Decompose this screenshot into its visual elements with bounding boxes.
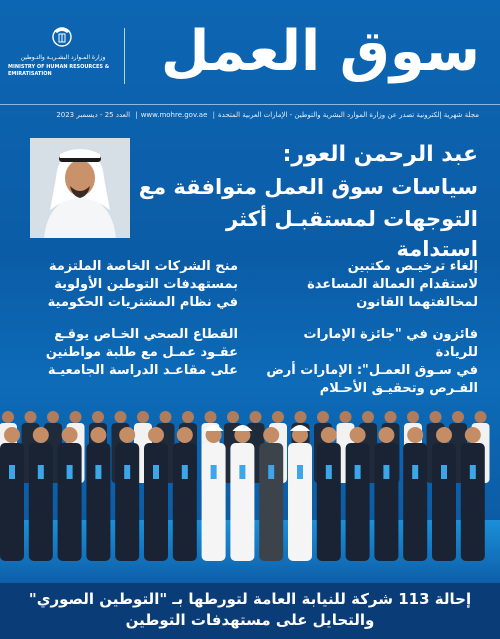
story-line: القطاع الصحي الخـاص يوقـع [54, 327, 238, 342]
portrait-image [30, 138, 130, 238]
bottom-headline [0, 589, 500, 631]
info-strip [0, 104, 500, 127]
story-left-1[interactable] [18, 258, 238, 312]
main-headline [138, 140, 478, 264]
bottom-line-1: إحالة 113 شركة للنيابة العامة لتورطها بـ "التوطين الصوري" [28, 590, 472, 608]
header-divider [124, 28, 125, 84]
story-line: فائزون في "جائزة الإمارات للريادة [303, 327, 478, 360]
magazine-description: مجلة شهرية إلكترونية تصدر عن وزارة الموارد البشرية والتوطين - الإمارات العربية المتحدة [217, 111, 479, 119]
ministry-name-english: MINISTRY OF HUMAN RESOURCES & EMIRATISATION [8, 64, 110, 77]
story-line: في سـوق العمـل": الإمارات أرض [266, 363, 478, 378]
story-line: بمستهدفات التوطين الأولوية [54, 277, 238, 292]
issue-number: العدد 25 - ديسمبر 2023 [56, 111, 131, 119]
magazine-website[interactable]: www.mohre.gov.ae [140, 111, 208, 119]
story-line: إلغاء ترخيـص مكتبين [347, 259, 478, 274]
story-left-2[interactable] [18, 326, 238, 380]
group-photo [0, 395, 500, 583]
story-line: منح الشركات الخاصة الملتزمة [48, 259, 238, 274]
headline-line-2: التوجهات لمستقبـل أكثر استدامة [226, 207, 478, 261]
bottom-line-2: والتحايل على مستهدفات التوطين [125, 611, 375, 629]
ministry-logo [8, 22, 118, 92]
story-line: الفـرص وتحقيـق الأحـلام [319, 381, 478, 396]
story-right-1[interactable] [258, 258, 478, 312]
ministry-name-arabic: وزارة المـوارد البشـريـة والتـوطين [20, 54, 106, 61]
headline-line-1: سياسات سوق العمل متوافقة مع [138, 175, 478, 199]
headline-person: عبد الرحمن العور: [282, 142, 478, 167]
story-line: عقـود عمـل مع طلبة مواطنين [45, 345, 238, 360]
cover-header [0, 0, 500, 100]
story-line: على مقاعـد الدراسة الجامعيـة [47, 363, 238, 378]
info-text: مجلة شهرية إلكترونية تصدر عن وزارة الموارد البشرية والتوطين - الإمارات العربية المتحدة| www.mohre.gov.ae| العدد 25 - ديسمبر 2023 [56, 111, 479, 119]
story-line: في نظام المشتريات الحكومية [47, 295, 238, 310]
story-line: لمخالفتهما القانون [356, 295, 478, 310]
portrait-photo [30, 138, 130, 238]
story-right-2[interactable] [258, 326, 478, 398]
magazine-title: سوق العمل [160, 19, 480, 84]
story-line: لاستقدام العمالة المساعدة [307, 277, 478, 292]
uae-emblem-icon [48, 22, 76, 50]
bottom-banner[interactable] [0, 583, 500, 639]
